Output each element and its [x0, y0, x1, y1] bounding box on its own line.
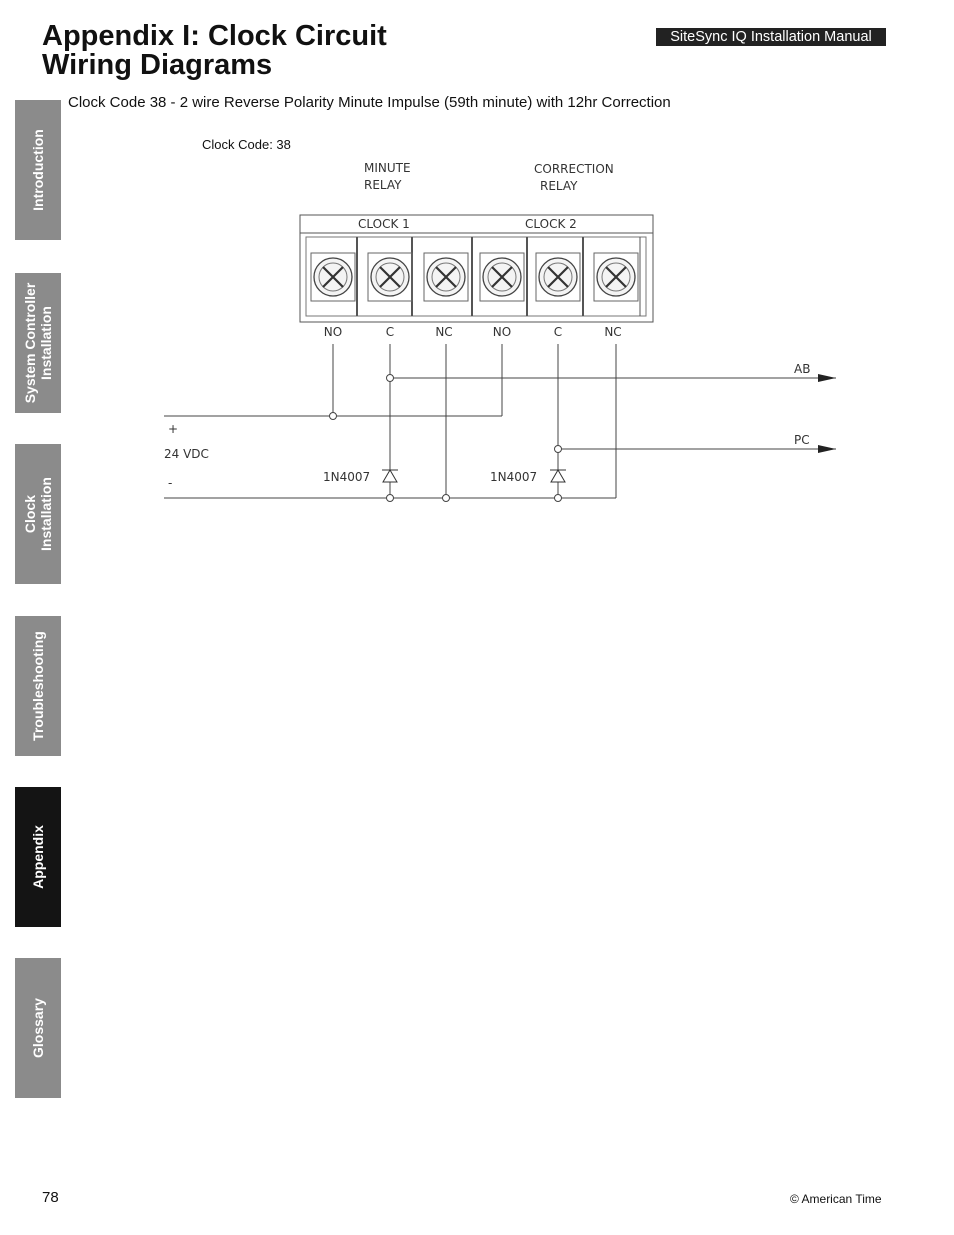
screw-terminal-2 — [368, 253, 412, 301]
screw-terminal-5 — [536, 253, 580, 301]
tab-appendix-label: Appendix — [30, 825, 46, 889]
diode-1-label: 1N4007 — [323, 470, 371, 484]
minute-relay-label-2: RELAY — [364, 178, 402, 192]
terminal-label-nc-2: NC — [604, 325, 622, 339]
tab-clock-line2: Installation — [38, 477, 54, 551]
terminal-label-c-2: C — [553, 325, 563, 339]
tab-troubleshooting-label: Troubleshooting — [30, 631, 46, 741]
correction-relay-label-2: RELAY — [540, 179, 578, 193]
tab-clock-line1: Clock — [22, 494, 38, 534]
diode-2-symbol — [550, 470, 566, 482]
clock1-label: CLOCK 1 — [358, 217, 410, 231]
screw-terminal-3 — [424, 253, 468, 301]
supply-voltage-label: 24 VDC — [164, 447, 209, 461]
output-pc-label: PC — [794, 433, 810, 447]
diagram-subtitle: Clock Code 38 - 2 wire Reverse Polarity Minute Impulse (59th minute) with 12hr Correction — [68, 94, 671, 111]
copyright: © American Time — [790, 1192, 882, 1206]
terminal-label-nc-1: NC — [435, 325, 453, 339]
tab-glossary-label: Glossary — [30, 998, 46, 1058]
screw-terminal-1 — [311, 253, 355, 301]
page-number: 78 — [42, 1189, 59, 1206]
terminal-label-c-1: C — [385, 325, 395, 339]
screw-terminal-6 — [594, 253, 638, 301]
clock2-label: CLOCK 2 — [525, 217, 577, 231]
tab-introduction-label: Introduction — [30, 129, 46, 211]
tab-system-controller-line1: System Controller — [22, 282, 38, 404]
screw-terminal-4 — [480, 253, 524, 301]
diode-2-label: 1N4007 — [490, 470, 538, 484]
tab-system-controller-line2: Installation — [38, 306, 54, 380]
output-ab-label: AB — [794, 362, 811, 376]
manual-label: SiteSync IQ Installation Manual — [656, 28, 886, 46]
diode-1-symbol — [382, 470, 398, 482]
supply-plus-label: + — [168, 422, 179, 436]
page-title-line1: Appendix I: Clock Circuit — [42, 20, 387, 52]
correction-relay-label-1: CORRECTION — [534, 162, 614, 176]
terminal-label-no-1: NO — [323, 325, 343, 339]
supply-minus-label: - — [168, 476, 173, 490]
terminal-label-no-2: NO — [492, 325, 512, 339]
minute-relay-label-1: MINUTE — [364, 161, 411, 175]
clock-code-label: Clock Code: 38 — [202, 137, 291, 152]
page-title-line2: Wiring Diagrams — [42, 49, 273, 81]
